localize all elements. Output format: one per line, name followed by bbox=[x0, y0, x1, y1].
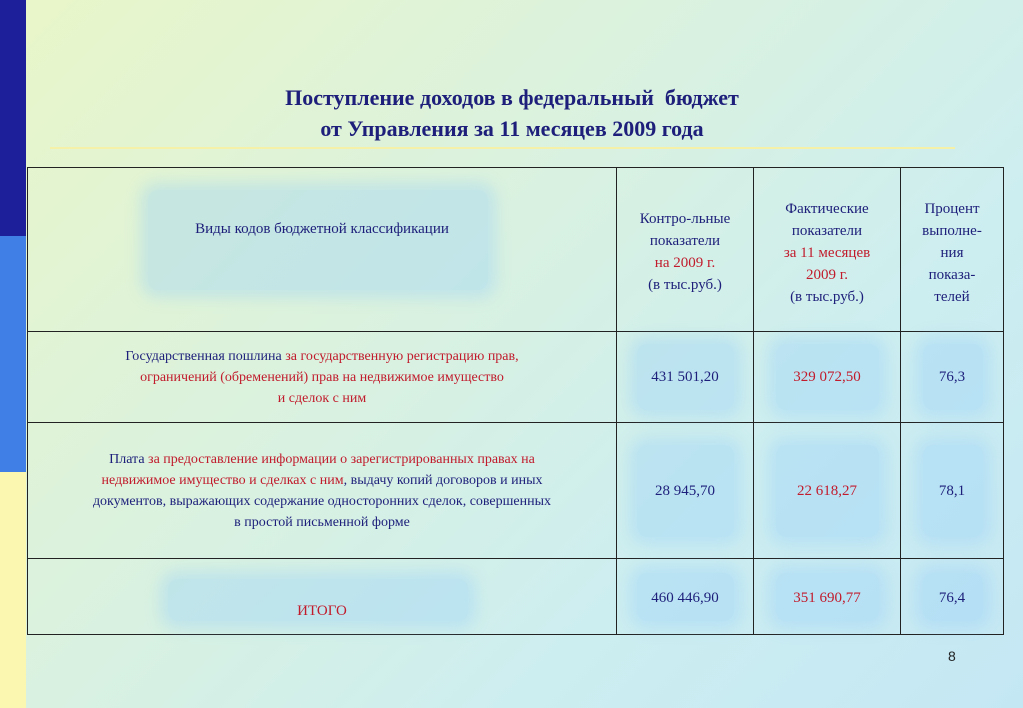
slide-title-line1: Поступление доходов в федеральный бюджет bbox=[285, 85, 739, 110]
header-actual bbox=[754, 168, 901, 332]
header-percent-line2: выполне- bbox=[922, 223, 982, 239]
header-actual-line1: Фактические bbox=[785, 201, 869, 217]
header-actual-line5: (в тыс.руб.) bbox=[790, 289, 864, 305]
slide-title bbox=[60, 82, 964, 144]
table-row bbox=[28, 423, 1004, 559]
header-classification bbox=[28, 168, 617, 332]
row2-percent-value: 78,1 bbox=[938, 482, 966, 499]
total-percent-value: 76,4 bbox=[938, 590, 966, 606]
row2-desc-part3: недвижимое имущество и сделках с ним bbox=[101, 472, 344, 488]
total-label: ИТОГО bbox=[297, 603, 347, 619]
row2-planned-value: 28 945,70 bbox=[655, 482, 715, 499]
row-planned bbox=[617, 559, 754, 635]
row-percent bbox=[901, 332, 1004, 423]
row1-desc-part3: ограничений (обременений) прав на недвижимое имущество bbox=[140, 369, 504, 385]
row1-desc-part1: Государственная пошлина bbox=[125, 348, 286, 364]
header-percent-line4: показа- bbox=[928, 267, 976, 283]
header-planned bbox=[617, 168, 754, 332]
table-row bbox=[28, 332, 1004, 423]
accent-bar-blue bbox=[0, 236, 26, 472]
row-description bbox=[28, 332, 617, 423]
row2-desc-part5: документов, выражающих содержание односторонних сделок, совершенных bbox=[92, 493, 552, 509]
row2-desc-part2: за предоставление информации о зарегистрированных правах на bbox=[148, 451, 535, 467]
row-percent bbox=[901, 423, 1004, 559]
header-percent-line5: телей bbox=[934, 289, 970, 305]
page-number: 8 bbox=[948, 648, 956, 664]
header-planned-line3: на 2009 г. bbox=[654, 255, 716, 271]
slide-title-line2: от Управления за 11 месяцев 2009 года bbox=[320, 116, 704, 141]
header-actual-line3: за 11 месяцев bbox=[783, 245, 871, 261]
total-actual-value: 351 690,77 bbox=[793, 590, 861, 606]
left-accent-bar bbox=[0, 0, 26, 708]
header-planned-line1: Контро-льные bbox=[639, 211, 731, 227]
row-actual bbox=[754, 423, 901, 559]
row-percent bbox=[901, 559, 1004, 635]
title-divider bbox=[50, 147, 955, 149]
row-description bbox=[28, 559, 617, 635]
row-actual bbox=[754, 559, 901, 635]
row2-actual-value: 22 618,27 bbox=[797, 482, 857, 499]
header-planned-line4: (в тыс.руб.) bbox=[648, 277, 722, 293]
header-classification-label: Виды кодов бюджетной классификации bbox=[195, 221, 449, 237]
table-header-row bbox=[28, 168, 1004, 332]
row2-desc-part4: , выдачу копий договоров и иных bbox=[343, 472, 543, 488]
row1-desc-part4: и сделок с ним bbox=[277, 390, 367, 406]
row2-desc-part1: Плата bbox=[109, 451, 149, 467]
header-percent bbox=[901, 168, 1004, 332]
header-percent-line1: Процент bbox=[924, 201, 980, 217]
header-planned-line2: показатели bbox=[649, 233, 721, 249]
accent-bar-dark-blue bbox=[0, 0, 26, 236]
revenue-table bbox=[27, 167, 1004, 635]
row-description bbox=[28, 423, 617, 559]
row-actual bbox=[754, 332, 901, 423]
total-planned-value: 460 446,90 bbox=[651, 590, 719, 606]
row2-desc-part6: в простой письменной форме bbox=[234, 514, 410, 530]
header-percent-line3: ния bbox=[940, 245, 964, 261]
table-row-total bbox=[28, 559, 1004, 635]
accent-bar-yellow bbox=[0, 472, 26, 708]
row-planned bbox=[617, 423, 754, 559]
header-actual-line2: показатели bbox=[791, 223, 863, 239]
row1-planned-value: 431 501,20 bbox=[651, 369, 719, 385]
row1-desc-part2: за государственную регистрацию прав, bbox=[285, 348, 519, 364]
row-planned bbox=[617, 332, 754, 423]
header-actual-line4: 2009 г. bbox=[806, 267, 848, 283]
row1-percent-value: 76,3 bbox=[938, 369, 966, 385]
row1-actual-value: 329 072,50 bbox=[793, 369, 861, 385]
